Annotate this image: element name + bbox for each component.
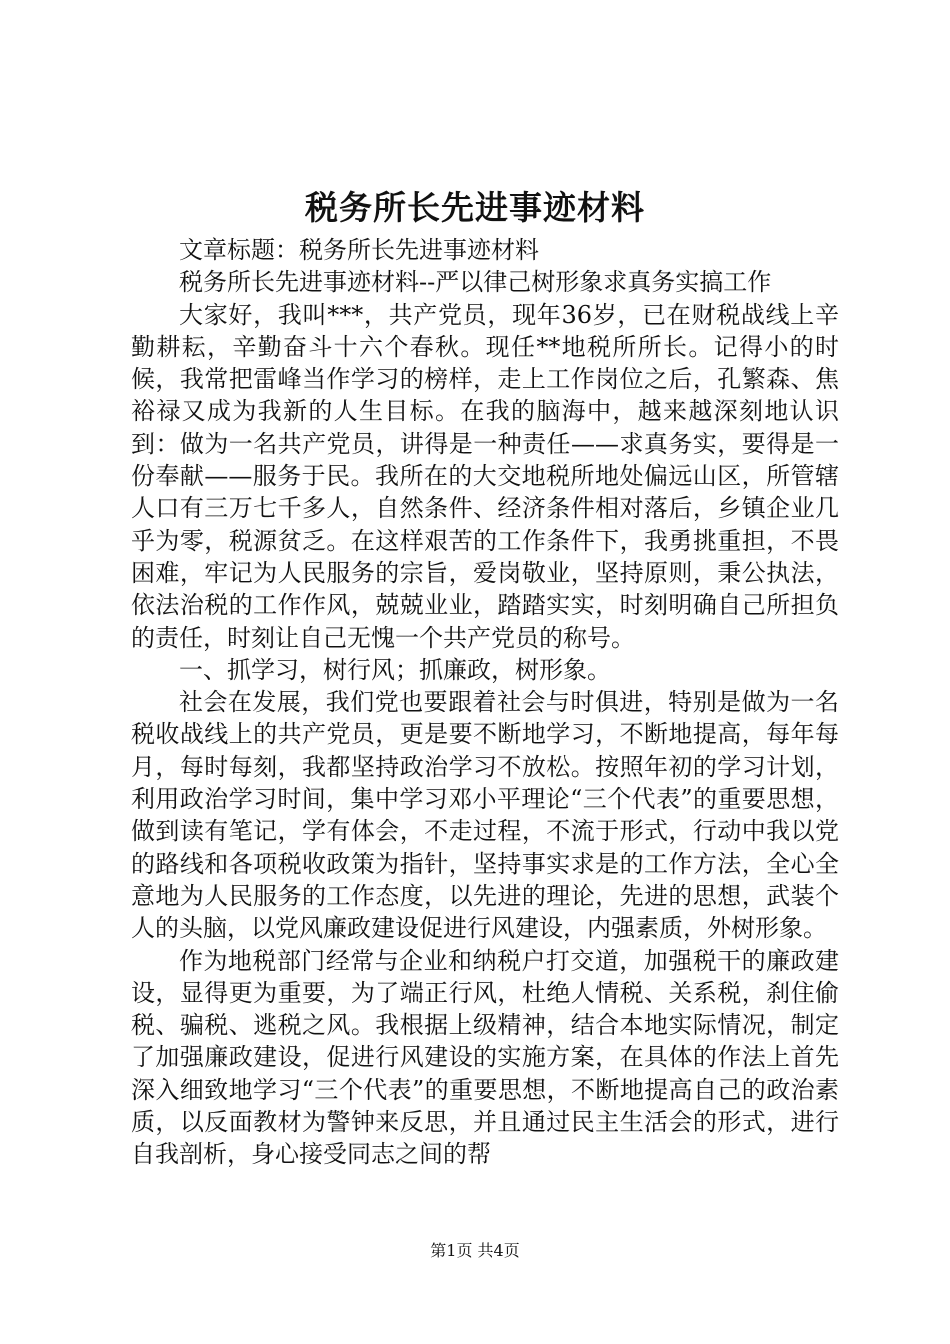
paragraph-study: 社会在发展，我们党也要跟着社会与时俱进，特别是做为一名税收战线上的共产党员，更是要不断地学习，不断地提高，每年每月，每时每刻，我都坚持政治学习不放松。按照年初的学习计划，利用政治学习时间，集中学习邓小平理论“三个代表”的重要思想，做到读有笔记，学有体会，不走过程，不流于形式，行动中我以党的路线和各项税收政策为指针，坚持事实求是的工作方法，全心全意地为人民服务的工作态度，以先进的理论，先进的思想，武装个人的头脑，以党风廉政建设促进行风建设，内强素质，外树形象。 [131, 688, 839, 943]
page-footer: 第1页 共4页 [430, 1241, 520, 1260]
paragraph-subtitle: 税务所长先进事迹材料--严以律己树形象求真务实搞工作 [179, 268, 772, 297]
paragraph-introduction: 大家好，我叫***，共产党员，现年36岁，已在财税战线上辛勤耕耘，辛勤奋斗十六个春秋。现任**地税所所长。记得小的时候，我常把雷峰当作学习的榜样，走上工作岗位之后，孔繁森、焦裕禄又成为我新的人生目标。在我的脑海中，越来越深刻地认识到：做为一名共产党员，讲得是一种责任——求真务实，要得是一份奉献——服务于民。我所在的大交地税所地处偏远山区，所管辖人口有三万七千多人，自然条件、经济条件相对落后，乡镇企业几乎为零，税源贫乏。在这样艰苦的工作条件下，我勇挑重担，不畏困难，牢记为人民服务的宗旨，爱岗敬业，坚持原则，秉公执法，依法治税的工作作风，兢兢业业，踏踏实实，时刻明确自己所担负的责任，时刻让自己无愧一个共产党员的称号。 [131, 300, 839, 652]
paragraph-article-title: 文章标题：税务所长先进事迹材料 [179, 236, 539, 264]
paragraph-integrity: 作为地税部门经常与企业和纳税户打交道，加强税干的廉政建设，显得更为重要，为了端正行风，杜绝人情税、关系税，刹住偷税、骗税、逃税之风。我根据上级精神，结合本地实际情况，制定了加强廉政建设，促进行风建设的实施方案，在具体的作法上首先深入细致地学习“三个代表”的重要思想，不断地提高自己的政治素质，以反面教材为警钟来反思，并且通过民主生活会的形式，进行自我剖析，身心接受同志之间的帮 [131, 946, 839, 1169]
document-title: 税务所长先进事迹材料 [305, 188, 645, 227]
section-heading-1: 一、抓学习，树行风；抓廉政，树形象。 [179, 655, 611, 684]
document-body [131, 234, 839, 1171]
